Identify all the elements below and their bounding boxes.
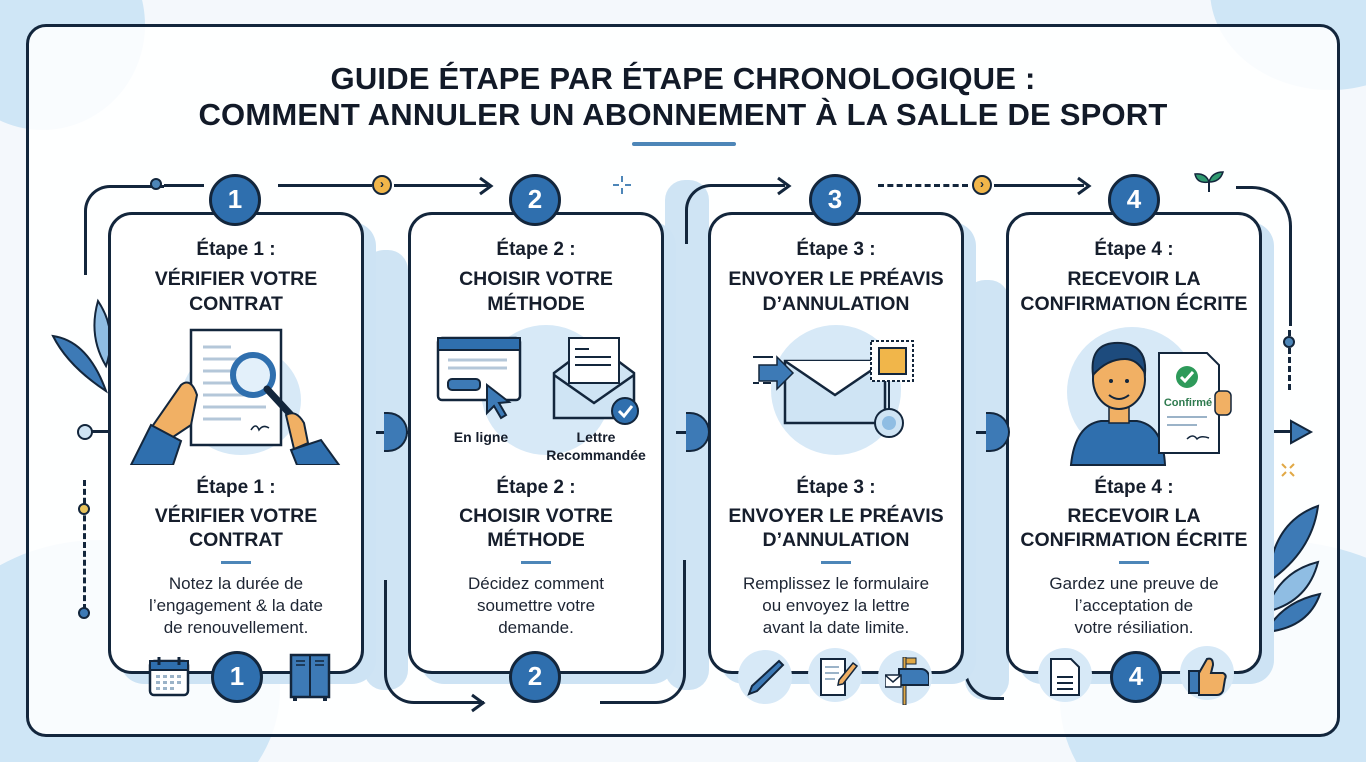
chevron-right-icon: ›: [372, 175, 392, 195]
pen-icon: [738, 650, 792, 704]
step-title-line1: CHOISIR VOTRE: [459, 268, 613, 290]
step-title-line1: VÉRIFIER VOTRE: [154, 268, 318, 290]
separator: [1119, 561, 1149, 564]
step-description-line1: Remplissez le formulaire: [742, 574, 930, 593]
step-title-line1: ENVOYER LE PRÉAVIS: [728, 268, 944, 290]
flow-line: [394, 184, 488, 187]
sprout-icon: [1192, 170, 1226, 199]
flow-dot: [78, 503, 90, 515]
browser-cursor-icon: [435, 335, 530, 425]
step-description-line2: l’engagement & la date: [149, 596, 323, 615]
envelope-check-icon: [549, 333, 644, 433]
step-label: Étape 3 :: [796, 477, 876, 498]
step-title-line2: MÉTHODE: [487, 529, 585, 551]
page-title-line2: COMMENT ANNULER UN ABONNEMENT À LA SALLE DE SPORT: [198, 97, 1168, 132]
step-title-line1: RECEVOIR LA: [1067, 505, 1201, 527]
step-description-line2: soumettre votre: [476, 596, 596, 615]
step-card-1: [108, 212, 364, 674]
arrow-right-icon: [1076, 176, 1092, 201]
document-icon: [1038, 648, 1092, 702]
confirmed-label: Confirmé: [1163, 397, 1213, 409]
title-underline: [632, 142, 736, 146]
step-label: Étape 3 :: [796, 239, 876, 260]
leaves-icon: [48, 296, 108, 401]
step-description-line2: ou envoyez la lettre: [762, 596, 910, 615]
step-description-line1: Décidez comment: [467, 574, 605, 593]
flow-dot: [78, 607, 90, 619]
step-number-badge-bottom: 2: [509, 651, 561, 703]
step-title-line2: CONFIRMATION ÉCRITE: [1020, 293, 1248, 315]
step-number-badge: 3: [809, 174, 861, 226]
step-description-line3: avant la date limite.: [762, 618, 910, 637]
calendar-icon: [140, 648, 194, 702]
flow-dot: [1283, 336, 1295, 348]
step-card-2: [408, 212, 664, 674]
flow-curve-bottom: [964, 580, 1004, 700]
option-letter-label-line2: Recommandée: [546, 447, 646, 463]
step-title-line2: CONTRAT: [189, 293, 283, 315]
step-label: Étape 2 :: [496, 477, 576, 498]
arrow-right-icon: [776, 176, 792, 201]
step-title-line1: ENVOYER LE PRÉAVIS: [728, 505, 944, 527]
mailbox-icon: [878, 650, 932, 704]
sparkle-icon: [612, 175, 632, 200]
step-description-line3: demande.: [498, 618, 574, 637]
step-title-line1: CHOISIR VOTRE: [459, 505, 613, 527]
step-description-line3: de renouvellement.: [163, 618, 309, 637]
flow-dot: [77, 424, 93, 440]
option-online-label: En ligne: [453, 429, 509, 445]
flow-line: [278, 184, 372, 187]
step-label: Étape 1 :: [196, 239, 276, 260]
step-number-badge-bottom: 1: [211, 651, 263, 703]
leaves-icon: [1262, 502, 1322, 647]
thumbs-up-icon: [1180, 646, 1234, 700]
step-description-line1: Gardez une preuve de: [1049, 574, 1219, 593]
arrow-right-icon: [1288, 418, 1314, 451]
step-label: Étape 4 :: [1094, 239, 1174, 260]
separator: [521, 561, 551, 564]
step-card-4: [1006, 212, 1262, 674]
step-label: Étape 4 :: [1094, 477, 1174, 498]
step-title-line2: CONFIRMATION ÉCRITE: [1020, 529, 1248, 551]
step-number-badge: 1: [209, 174, 261, 226]
step-number-badge: 4: [1108, 174, 1160, 226]
locker-icon: [280, 646, 334, 700]
contract-magnifier-illustration: [121, 325, 351, 470]
envelope-stamp-icon: [749, 333, 919, 448]
flow-line: [994, 184, 1084, 187]
step-label: Étape 1 :: [196, 477, 276, 498]
step-title-line2: CONTRAT: [189, 529, 283, 551]
flow-dashed-vertical: [83, 480, 86, 610]
step-description-line1: Notez la durée de: [168, 574, 304, 593]
step-title-line1: RECEVOIR LA: [1067, 268, 1201, 290]
step-description-line3: votre résiliation.: [1074, 618, 1194, 637]
step-description-line2: l’acceptation de: [1074, 596, 1194, 615]
step-card-3: [708, 212, 964, 674]
flow-dot: [150, 178, 162, 190]
page-title-line1: GUIDE ÉTAPE PAR ÉTAPE CHRONOLOGIQUE :: [330, 61, 1036, 96]
step-number-badge-bottom: 4: [1110, 651, 1162, 703]
step-title-line2: MÉTHODE: [487, 293, 585, 315]
option-letter-label-line1: Lettre: [576, 429, 616, 445]
separator: [821, 561, 851, 564]
step-title-line2: D’ANNULATION: [762, 529, 910, 551]
step-title-line2: D’ANNULATION: [762, 293, 910, 315]
flow-dashed-line: [878, 184, 968, 187]
arrow-right-icon: [478, 176, 494, 201]
step-number-badge: 2: [509, 174, 561, 226]
separator: [221, 561, 251, 564]
flow-line: [164, 184, 204, 187]
step-title-line1: VÉRIFIER VOTRE: [154, 505, 318, 527]
chevron-right-icon: ›: [972, 175, 992, 195]
step-label: Étape 2 :: [496, 239, 576, 260]
form-icon: [808, 648, 862, 702]
sparkle-icon: [1280, 462, 1296, 483]
arrow-right-icon: [470, 693, 486, 718]
